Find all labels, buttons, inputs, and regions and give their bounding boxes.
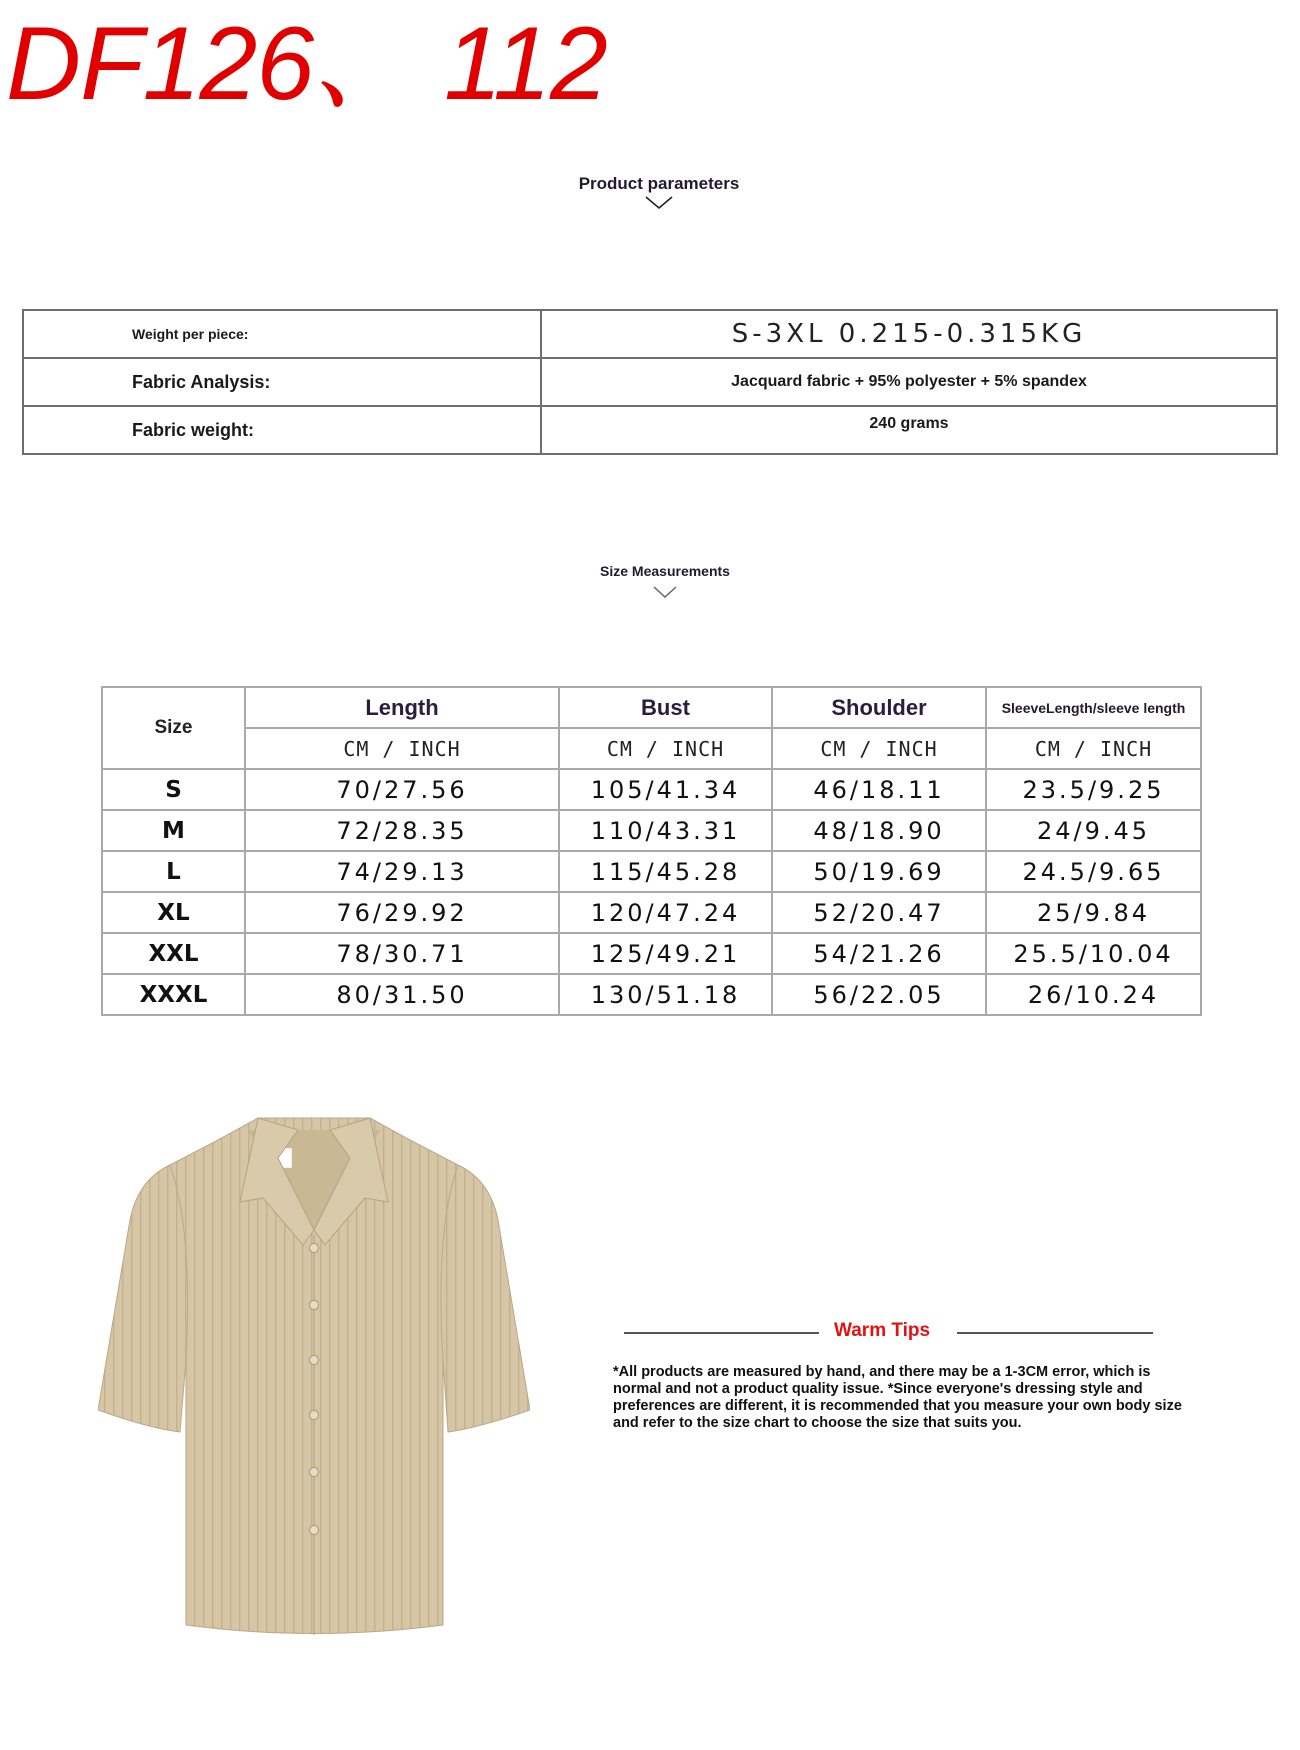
- param-value: S-3XL 0.215-0.315KG: [541, 310, 1277, 358]
- product-code-title: DF126、 112: [6, 6, 607, 122]
- measurement-value: 52/20.47: [772, 892, 986, 933]
- warm-tips-text: *All products are measured by hand, and there may be a 1-3CM error, which is normal and not a product quality issue. *Since everyone's dressing style and preferences are different, it is recommended that you measure your own body size and refer to the size chart to choose the size that suits you.: [613, 1364, 1182, 1431]
- chevron-down-icon: [644, 194, 674, 210]
- measurement-value: 120/47.24: [559, 892, 772, 933]
- product-parameters-heading: [0, 174, 1300, 210]
- param-value: 240 grams: [541, 400, 1277, 448]
- measurement-value: 130/51.18: [559, 974, 772, 1015]
- unit-label: CM / INCH: [986, 728, 1201, 769]
- size-row-xxxl: [102, 974, 1201, 1015]
- param-label: Weight per piece:: [23, 310, 541, 358]
- params-row-weight: [23, 310, 1277, 358]
- product-parameters-table: [22, 309, 1278, 455]
- measurement-value: 24.5/9.65: [986, 851, 1201, 892]
- size-row-s: [102, 769, 1201, 810]
- column-header-length: Length: [245, 687, 559, 728]
- size-row-m: [102, 810, 1201, 851]
- size-measurements-heading: [0, 563, 1300, 599]
- size-label: XL: [102, 892, 245, 933]
- measurement-value: 54/21.26: [772, 933, 986, 974]
- size-chart-unit-row: [102, 728, 1201, 769]
- measurement-value: 46/18.11: [772, 769, 986, 810]
- param-label: Fabric Analysis:: [23, 358, 541, 406]
- warm-tips-title: Warm Tips: [834, 1320, 931, 1341]
- measurement-value: 115/45.28: [559, 851, 772, 892]
- unit-label: CM / INCH: [772, 728, 986, 769]
- param-label: Fabric weight:: [23, 406, 541, 454]
- measurement-value: 25/9.84: [986, 892, 1201, 933]
- size-measurements-label: Size Measurements: [600, 563, 730, 579]
- measurement-value: 56/22.05: [772, 974, 986, 1015]
- measurement-value: 26/10.24: [986, 974, 1201, 1015]
- warm-tips-header: [600, 1318, 1180, 1348]
- size-row-l: [102, 851, 1201, 892]
- measurement-value: 110/43.31: [559, 810, 772, 851]
- size-row-xl: [102, 892, 1201, 933]
- size-label: M: [102, 810, 245, 851]
- measurement-value: 25.5/10.04: [986, 933, 1201, 974]
- size-label: L: [102, 851, 245, 892]
- divider-line: [957, 1332, 1153, 1334]
- params-row-fabric-weight: [23, 406, 1277, 454]
- measurement-value: 105/41.34: [559, 769, 772, 810]
- size-chart-table: [101, 686, 1202, 1016]
- size-label: S: [102, 769, 245, 810]
- size-row-xxl: [102, 933, 1201, 974]
- measurement-value: 80/31.50: [245, 974, 559, 1015]
- column-header-shoulder: Shoulder: [772, 687, 986, 728]
- measurement-value: 74/29.13: [245, 851, 559, 892]
- measurement-value: 70/27.56: [245, 769, 559, 810]
- column-header-bust: Bust: [559, 687, 772, 728]
- measurement-value: 76/29.92: [245, 892, 559, 933]
- size-label: XXL: [102, 933, 245, 974]
- divider-line: [624, 1332, 819, 1334]
- measurement-value: 24/9.45: [986, 810, 1201, 851]
- unit-label: CM / INCH: [245, 728, 559, 769]
- product-shirt-image: [98, 1110, 530, 1640]
- size-label: XXXL: [102, 974, 245, 1015]
- size-chart-header-row: [102, 687, 1201, 728]
- size-column-header: Size: [102, 687, 245, 769]
- measurement-value: 125/49.21: [559, 933, 772, 974]
- measurement-value: 23.5/9.25: [986, 769, 1201, 810]
- param-value: Jacquard fabric + 95% polyester + 5% spandex: [541, 358, 1277, 406]
- product-parameters-label: Product parameters: [578, 174, 740, 193]
- measurement-value: 72/28.35: [245, 810, 559, 851]
- measurement-value: 48/18.90: [772, 810, 986, 851]
- column-header-sleeve-length: SleeveLength/sleeve length: [986, 687, 1201, 728]
- params-row-fabric-analysis: [23, 358, 1277, 406]
- measurement-value: 78/30.71: [245, 933, 559, 974]
- measurement-value: 50/19.69: [772, 851, 986, 892]
- unit-label: CM / INCH: [559, 728, 772, 769]
- chevron-down-icon: [652, 585, 678, 599]
